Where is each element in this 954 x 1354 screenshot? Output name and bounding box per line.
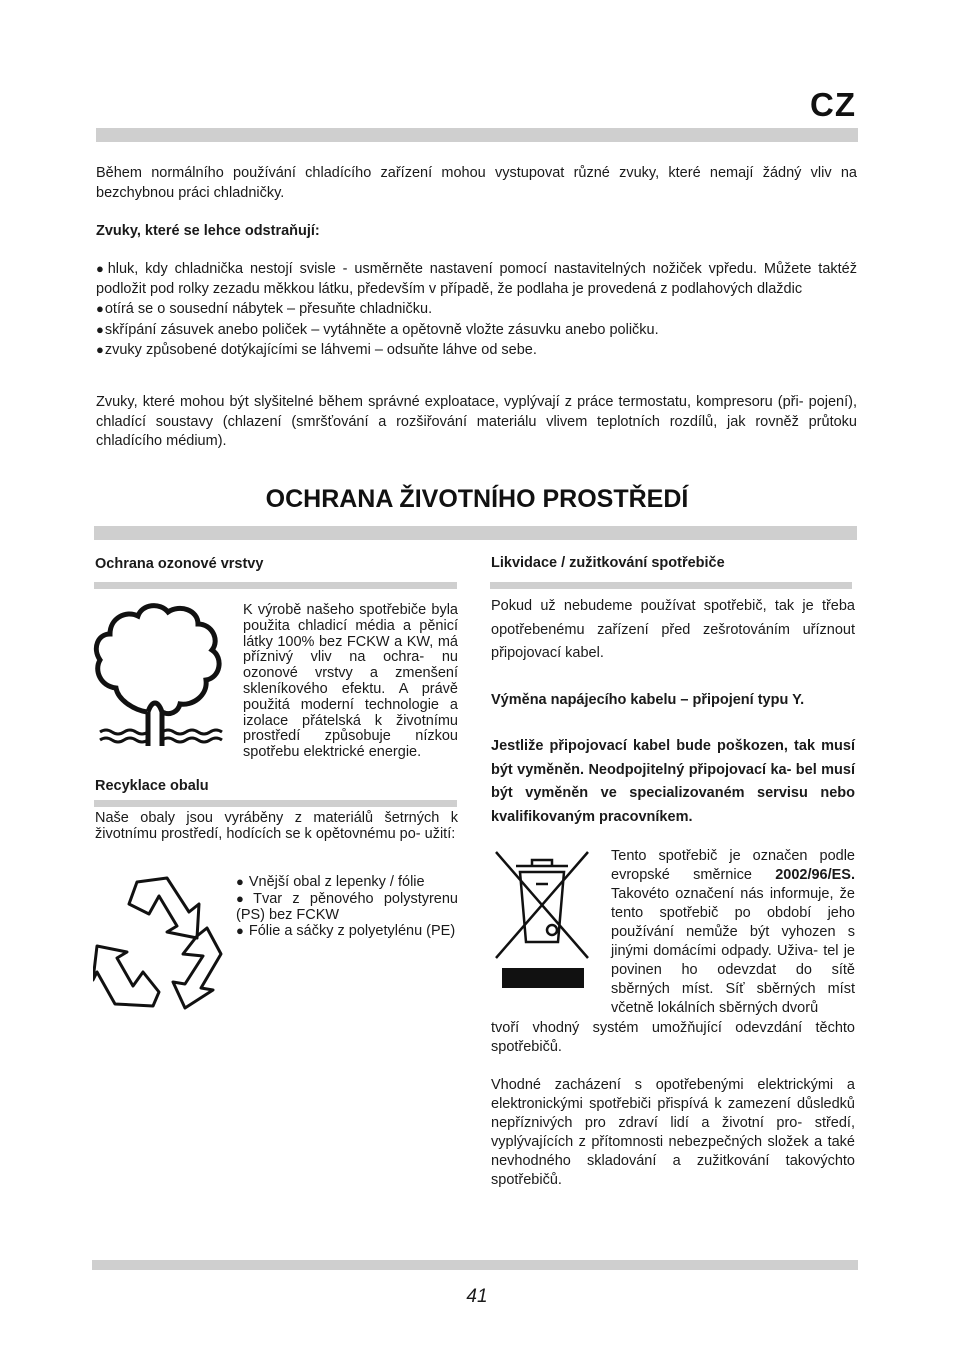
footer-bar xyxy=(92,1260,858,1270)
disposal-heading: Likvidace / zužitkování spotřebiče xyxy=(491,555,725,571)
section-bar xyxy=(94,526,857,540)
disposal-text: Pokud už nebudeme používat spotřebič, tak je třeba opotřebenému zařízení před zešrotováním uříznout připojovací kabel. xyxy=(491,598,855,661)
list-item: ● otírá se o sousední nábytek – přesuňte chladničku. xyxy=(96,299,857,320)
weee-continuation: tvoří vhodný systém umožňující odevzdání těchto spotřebičů. xyxy=(491,1020,855,1055)
weee-text-before: Tento spotřebič je označen podle evropské směrnice xyxy=(611,848,855,883)
list-item xyxy=(236,874,458,891)
list-item: ● hluk, kdy chladnička nestojí svisle - usměrněte nastavení pomocí nastavitelných nožiček vpředu. Můžete taktéž podložit pod rolky zezadu měkkou látku, především v případě, že podlaha je provedená z podlahových dlaždic xyxy=(96,259,857,299)
list-item-text: Vnější obal z lepenky / fólie xyxy=(248,874,425,890)
crossed-bin-icon xyxy=(492,848,592,990)
disposal-bar xyxy=(490,582,852,589)
cable-warning: Jestliže připojovací kabel bude poškozen, tak musí být vyměněn. Neodpojitelný připojovací ka- bel musí být vyměněn ve specializovaném servisu nebo kvalifikovaným pracovníkem. xyxy=(491,738,855,825)
list-item-text: Fólie a sáčky z polyetylénu (PE) xyxy=(248,923,456,940)
ozone-bar xyxy=(94,582,457,589)
ozone-heading: Ochrana ozonové vrstvy xyxy=(95,556,264,572)
packaging-bar xyxy=(94,800,457,807)
packaging-text: Naše obaly jsou vyráběny z materiálů šetrných k životnímu prostředí, hodících se k opětovnému po- užití: xyxy=(95,810,458,842)
weee-text-after: Takovéto označení nás informuje, že tento spotřebič po období jeho používání nemůže být vyhozen s jinými domácími odpady. Uživa- tel je povinen ho odevzdat do sítě sběrných míst. Síť sběrných míst včetně lokálních sběrných dvorů xyxy=(611,886,855,1016)
list-item: ● skřípání zásuvek anebo poliček – vytáhněte a opětovně vložte zásuvku anebo poličku. xyxy=(96,320,857,341)
list-item: ● zvuky způsobené dotýkajícími se láhvemi – odsuňte láhve od sebe. xyxy=(96,340,857,361)
recycle-icon xyxy=(93,872,225,1012)
intro-heading: Zvuky, které se lehce odstraňují: xyxy=(96,223,320,239)
list-item xyxy=(236,891,458,924)
language-code: CZ xyxy=(810,86,856,123)
noise-list xyxy=(96,259,857,361)
packaging-heading: Recyklace obalu xyxy=(95,778,209,794)
directive-number: 2002/96/ES. xyxy=(775,867,856,883)
page-number: 41 xyxy=(466,1286,488,1307)
list-item-text: Tvar z pěnového polystyrenu (PS) bez FCKW xyxy=(236,890,458,923)
closing-text: Vhodné zacházení s opotřebenými elektrickými a elektronickými spotřebiči přispívá k zamezení důsledků nepříznivých pro zdraví lidí a životní pro- středí, vyplývajících z přítomnosti nebezpečných složek a také nevhodného skladování a zužitkování takovýchto spotřebičů. xyxy=(491,1077,855,1188)
header-bar xyxy=(96,128,858,142)
packaging-list xyxy=(236,874,458,940)
intro-text: Během normálního používání chladícího zařízení mohou vystupovat různé zvuky, které nemají žádný vliv na bezchybnou práci chladničky. xyxy=(96,165,857,201)
intro-closing: Zvuky, které mohou být slyšitelné během správné exploatace, vyplývají z práce termostatu, kompresoru (při- pojení), chladící soustavy (chlazení (smršťování a rozšiřování materiálu vlivem teplotních rozdílů, jak rovněž průtoku chladícího médium). xyxy=(96,394,857,449)
section-title: OCHRANA ŽIVOTNÍHO PROSTŘEDÍ xyxy=(265,485,689,513)
cable-heading: Výměna napájecího kabelu – připojení typu Y. xyxy=(491,692,805,708)
list-item xyxy=(236,923,458,940)
ozone-text: K výrobě našeho spotřebiče byla použita chladicí média a pěnicí látky 100% bez FCKW a KW, má příznivý vliv na ochra- nu ozonové vrstvy a zmenšení skleníkového efektu. A právě použitá moderní technologie a izolace přátelská k životnímu prostředí způsobuje nízkou spotřebu elektrické energie. xyxy=(243,602,458,761)
weee-text xyxy=(611,847,855,1018)
tree-icon xyxy=(92,600,232,750)
